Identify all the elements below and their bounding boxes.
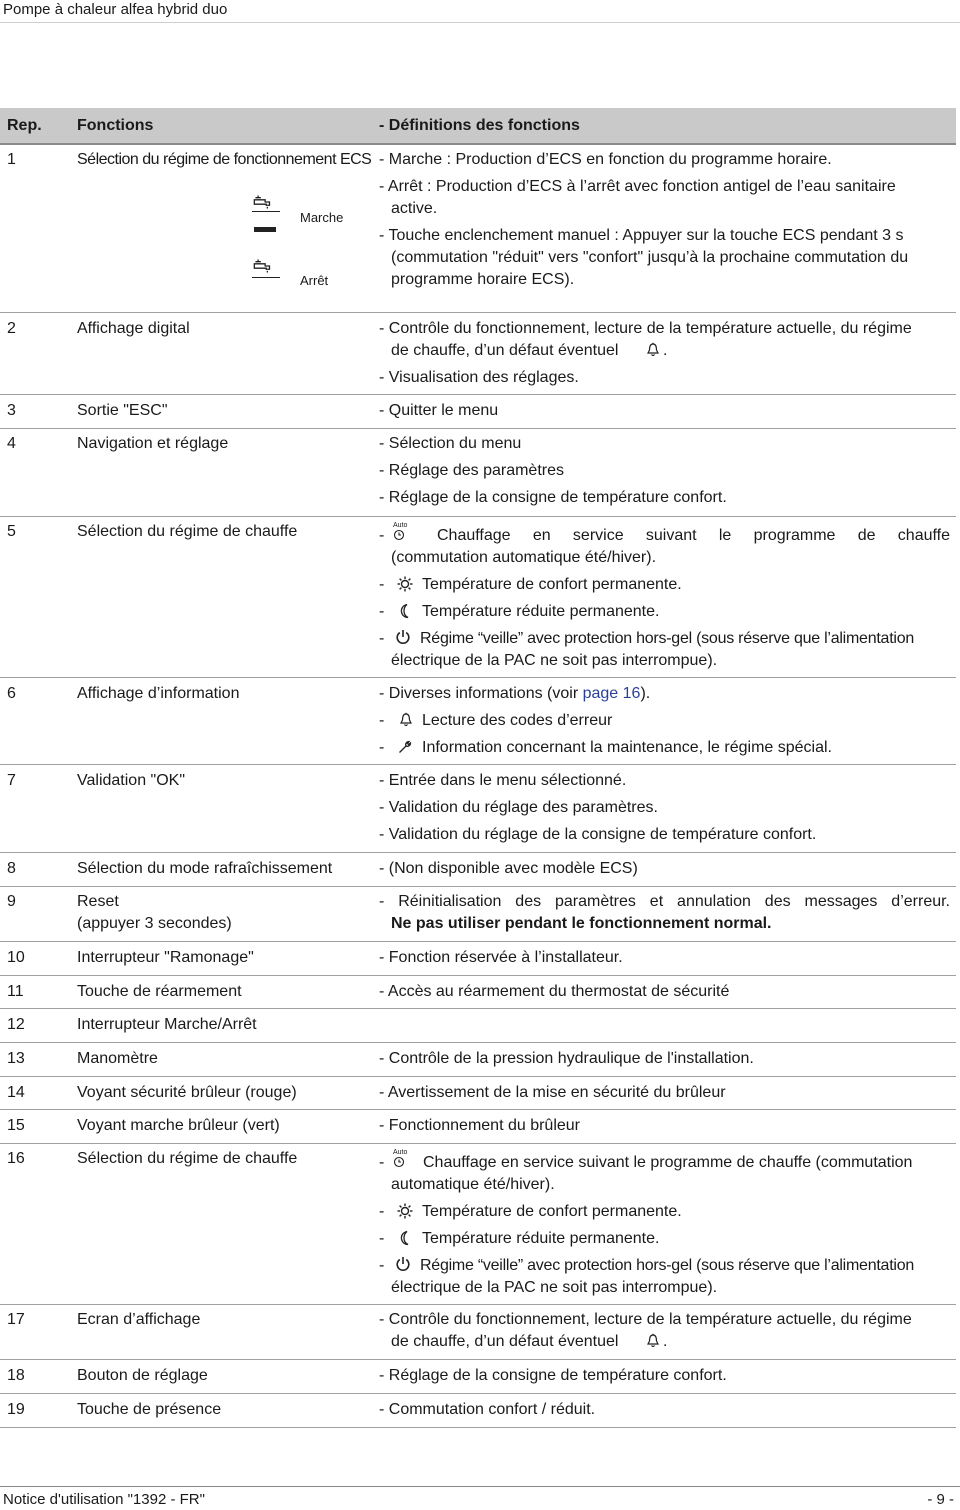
definition-line: programme horaire ECS).: [391, 271, 575, 288]
table-row: [0, 313, 956, 395]
definition-line: - Validation du réglage des paramètres.: [379, 799, 658, 816]
page-number: - 9 -: [927, 1491, 954, 1508]
row-number: 17: [7, 1311, 25, 1328]
row-number: 10: [7, 949, 25, 966]
arret-label: Arrêt: [300, 273, 329, 288]
footer-doc-ref: Notice d'utilisation "1392 - FR": [3, 1491, 205, 1508]
definition-dash: -: [379, 576, 385, 593]
definition-dash: -: [379, 527, 385, 544]
col-rep: Rep.: [7, 117, 42, 134]
definition-line: - Sélection du menu: [379, 435, 522, 452]
row-number: 15: [7, 1117, 25, 1134]
table-row: [0, 1110, 956, 1144]
row-function: Interrupteur Marche/Arrêt: [77, 1016, 257, 1033]
definition-line: - Touche enclenchement manuel : Appuyer sur la touche ECS pendant 3 s: [379, 227, 904, 244]
row-function: Voyant marche brûleur (vert): [77, 1117, 280, 1134]
definition-dash: -: [379, 739, 385, 756]
definition-line: .: [663, 1333, 668, 1350]
col-definitions: - Définitions des fonctions: [379, 117, 580, 134]
definition-line: - Avertissement de la mise en sécurité du brûleur: [379, 1084, 726, 1101]
row-function: Voyant sécurité brûleur (rouge): [77, 1084, 297, 1101]
definition-line: - Contrôle du fonctionnement, lecture de la température actuelle, du régime: [379, 1311, 912, 1328]
row-function: Affichage digital: [77, 320, 190, 337]
definition-line: Température de confort permanente.: [422, 576, 682, 593]
definition-line: de chauffe, d’un défaut éventuel: [391, 342, 619, 359]
bell-icon: [645, 342, 661, 358]
row-number: 7: [7, 772, 16, 789]
row-number: 13: [7, 1050, 25, 1067]
row-function: Sélection du régime de fonctionnement ECS: [77, 151, 372, 168]
table-row: [0, 1077, 956, 1110]
row-number: 16: [7, 1150, 25, 1167]
clock-icon: [391, 526, 407, 542]
definition-line: Température de confort permanente.: [422, 1203, 682, 1220]
definition-line: - Quitter le menu: [379, 402, 499, 419]
definition-line: - Accès au réarmement du thermostat de sécurité: [379, 983, 730, 1000]
definition-line: électrique de la PAC ne soit pas interrompue).: [391, 1279, 718, 1296]
row-number: 19: [7, 1401, 25, 1418]
definition-dash: -: [379, 712, 385, 729]
definition-line: - Réglage de la consigne de température confort.: [379, 489, 727, 506]
row-function: Sortie "ESC": [77, 402, 168, 419]
definition-line: de chauffe, d’un défaut éventuel: [391, 1333, 619, 1350]
row-function: Bouton de réglage: [77, 1367, 208, 1384]
definition-dash: -: [379, 630, 385, 647]
bell-icon: [645, 1333, 661, 1349]
row-number: 9: [7, 893, 16, 910]
table-row: [0, 395, 956, 429]
row-function: Sélection du mode rafraîchissement: [77, 860, 333, 877]
power-icon: [395, 629, 411, 645]
definition-line: automatique été/hiver).: [391, 1176, 555, 1193]
row-number: 2: [7, 320, 16, 337]
moon-icon: [397, 603, 413, 619]
table-row: [0, 1394, 956, 1428]
table-row: [0, 1009, 956, 1043]
table-row: [0, 942, 956, 976]
definition-line: Régime “veille” avec protection hors-gel (sous réserve que l’alimentation: [420, 630, 914, 647]
warning-text: Ne pas utiliser pendant le fonctionnement normal.: [391, 915, 772, 932]
divider: [252, 211, 280, 212]
definition-dash: -: [379, 1257, 385, 1274]
row-number: 3: [7, 402, 16, 419]
page-footer: [0, 1486, 960, 1509]
power-icon: [395, 1256, 411, 1272]
definition-line: Chauffage en service suivant le programme de chauffe: [437, 527, 950, 544]
clock-icon: [391, 1153, 407, 1169]
definition-line: - Marche : Production d’ECS en fonction du programme horaire.: [379, 151, 832, 168]
wrench-icon: [397, 739, 413, 755]
tap-icon: [250, 257, 276, 275]
definition-line: Température réduite permanente.: [422, 603, 660, 620]
definition-dash: -: [379, 1203, 385, 1220]
table-row: [0, 517, 956, 678]
definition-line: Chauffage en service suivant le programme de chauffe (commutation: [423, 1154, 913, 1171]
document-title: Pompe à chaleur alfea hybrid duo: [3, 1, 228, 18]
row-function: (appuyer 3 secondes): [77, 915, 232, 932]
definition-line: active.: [391, 200, 438, 217]
definition-line: - Fonction réservée à l’installateur.: [379, 949, 623, 966]
row-number: 14: [7, 1084, 25, 1101]
row-function: Ecran d’affichage: [77, 1311, 201, 1328]
row-number: 11: [7, 983, 24, 1000]
on-marker: [254, 227, 276, 232]
row-number: 1: [7, 151, 16, 168]
definition-line: - Fonctionnement du brûleur: [379, 1117, 580, 1134]
definition-line: .: [663, 342, 668, 359]
table-row: [0, 429, 956, 517]
moon-icon: [397, 1230, 413, 1246]
marche-label: Marche: [300, 210, 344, 225]
sun-icon: [397, 576, 413, 592]
definition-line: - Visualisation des réglages.: [379, 369, 579, 386]
definition-line: - Commutation confort / réduit.: [379, 1401, 596, 1418]
definition-dash: -: [379, 1154, 385, 1171]
row-function: Sélection du régime de chauffe: [77, 1150, 298, 1167]
row-function: Validation "OK": [77, 772, 186, 789]
definition-dash: -: [379, 603, 385, 620]
row-function: Interrupteur "Ramonage": [77, 949, 254, 966]
divider: [252, 277, 280, 278]
tap-icon: [250, 193, 276, 211]
page-header: [0, 0, 960, 23]
page-link[interactable]: page 16: [582, 685, 641, 702]
table-row: [0, 976, 956, 1009]
table-row: [0, 1360, 956, 1394]
row-function: Navigation et réglage: [77, 435, 229, 452]
row-function: Affichage d’information: [77, 685, 240, 702]
definition-dash: -: [379, 1230, 385, 1247]
definition-line: - Arrêt : Production d’ECS à l’arrêt avec fonction antigel de l’eau sanitaire: [379, 178, 896, 195]
definition-line: (commutation automatique été/hiver).: [391, 549, 657, 566]
table-row: [0, 1043, 956, 1077]
definition-line: - Réglage de la consigne de température confort.: [379, 1367, 727, 1384]
row-function: Touche de réarmement: [77, 983, 242, 1000]
table-header: [0, 108, 956, 145]
definition-line: - Entrée dans le menu sélectionné.: [379, 772, 627, 789]
col-fonctions: Fonctions: [77, 117, 154, 134]
table-row: [0, 765, 956, 853]
row-number: 8: [7, 860, 16, 877]
definition-line: - Contrôle du fonctionnement, lecture de la température actuelle, du régime: [379, 320, 912, 337]
definition-line: - (Non disponible avec modèle ECS): [379, 860, 638, 877]
row-number: 4: [7, 435, 16, 452]
table-row: [0, 1305, 956, 1360]
table-row: [0, 145, 956, 313]
table-row: [0, 887, 956, 942]
row-function: Sélection du régime de chauffe: [77, 523, 298, 540]
definition-line: - Contrôle de la pression hydraulique de l'installation.: [379, 1050, 754, 1067]
auto-label: Auto: [393, 522, 408, 529]
row-number: 18: [7, 1367, 25, 1384]
definition-line: - Validation du réglage de la consigne de température confort.: [379, 826, 817, 843]
row-function: Touche de présence: [77, 1401, 222, 1418]
bell-icon: [398, 712, 414, 728]
definition-line: Régime “veille” avec protection hors-gel (sous réserve que l’alimentation: [420, 1257, 914, 1274]
table-row: [0, 1144, 956, 1305]
table-row: [0, 678, 956, 765]
definition-line: Température réduite permanente.: [422, 1230, 660, 1247]
sun-icon: [397, 1203, 413, 1219]
definition-line: - Réinitialisation des paramètres et annulation des messages d’erreur.: [379, 893, 950, 910]
table-row: [0, 853, 956, 887]
definition-line: électrique de la PAC ne soit pas interrompue).: [391, 652, 718, 669]
definition-line: - Diverses informations (voir: [379, 685, 583, 702]
row-number: 6: [7, 685, 16, 702]
auto-label: Auto: [393, 1149, 408, 1156]
definition-line: (commutation "réduit" vers "confort" jusqu’à la prochaine commutation du: [391, 249, 909, 266]
definition-line: ).: [640, 685, 651, 702]
definition-line: - Réglage des paramètres: [379, 462, 564, 479]
definition-line: Lecture des codes d’erreur: [422, 712, 613, 729]
row-number: 5: [7, 523, 16, 540]
definition-line: Information concernant la maintenance, le régime spécial.: [422, 739, 832, 756]
row-function: Manomètre: [77, 1050, 158, 1067]
row-function: Reset: [77, 893, 119, 910]
row-number: 12: [7, 1016, 25, 1033]
